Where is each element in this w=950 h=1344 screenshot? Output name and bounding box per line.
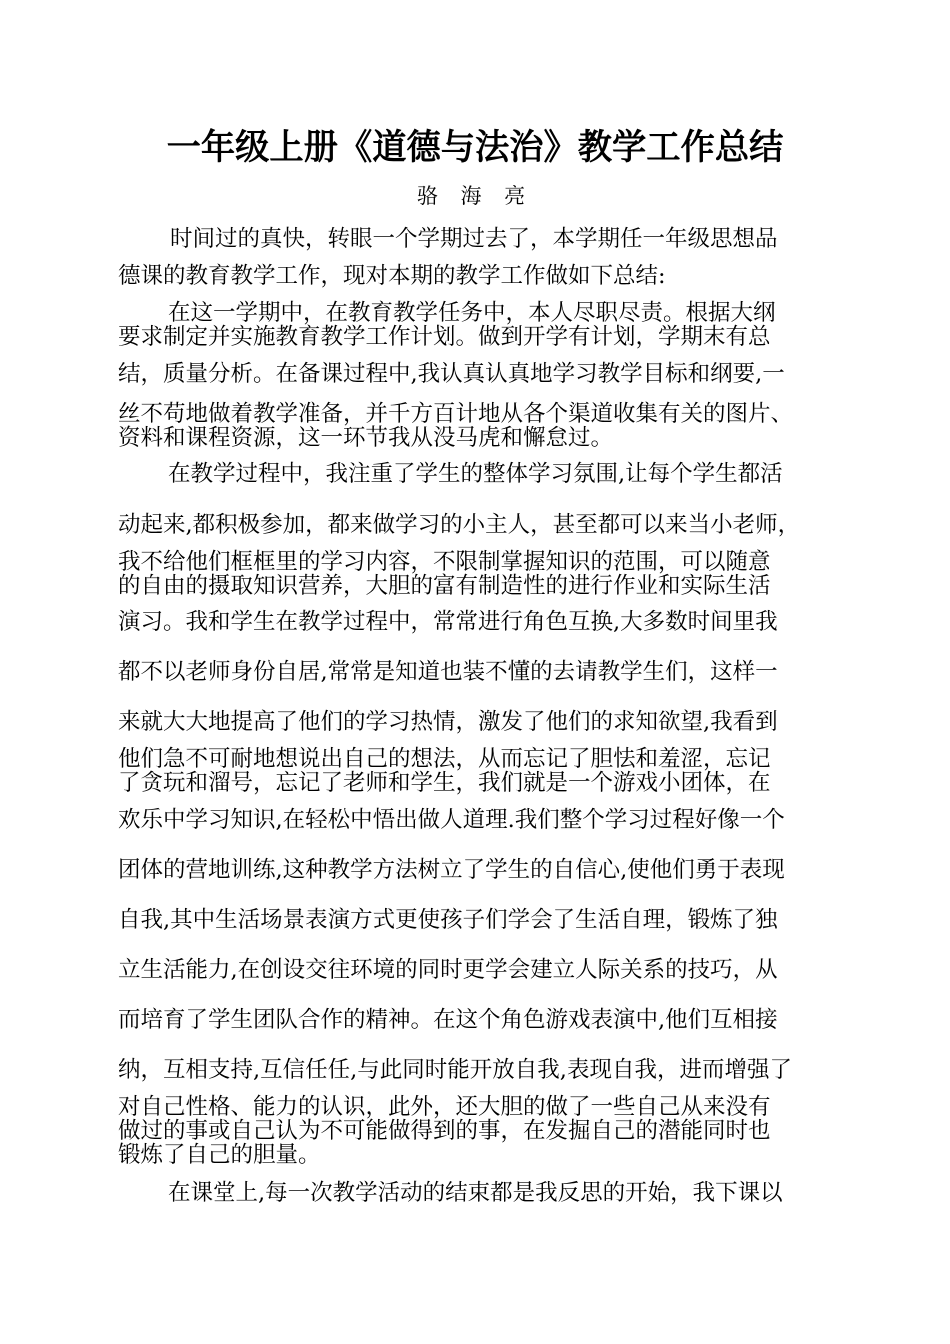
author-name: 骆 海 亮 xyxy=(416,184,534,208)
text-line: 欢乐中学习知识,在轻松中悟出做人道理.我们整个学习过程好像一个 xyxy=(118,807,785,833)
text-line: 做过的事或自己认为不可能做得到的事，在发掘自己的潜能同时也 xyxy=(118,1118,771,1144)
text-line: 自我,其中生活场景表演方式更使孩子们学会了生活自理，锻炼了独 xyxy=(118,907,778,933)
text-line: 纳，互相支持,互信任任,与此同时能开放自我,表现自我，进而增强了 xyxy=(118,1057,792,1083)
text-line: 了贪玩和溜号，忘记了老师和学生，我们就是一个游戏小团体，在 xyxy=(118,770,771,796)
text-line: 而培育了学生团队合作的精神。在这个角色游戏表演中,他们互相接 xyxy=(118,1007,778,1033)
text-line: 要求制定并实施教育教学工作计划。做到开学有计划，学期末有总 xyxy=(118,324,771,350)
text-line: 德课的教育教学工作，现对本期的教学工作做如下总结: xyxy=(118,263,666,289)
text-line: 都不以老师身份自居,常常是知道也装不懂的去请教学生们，这样一 xyxy=(118,659,778,685)
text-line: 对自己性格、能力的认识，此外，还大胆的做了一些自己从来没有 xyxy=(118,1094,771,1120)
text-line: 团体的营地训练,这种教学方法树立了学生的自信心,使他们勇于表现 xyxy=(118,857,785,883)
text-line: 时间过的真快，转眼一个学期过去了，本学期任一年级思想品 xyxy=(170,226,778,252)
text-line: 在这一学期中，在教育教学任务中，本人尽职尽责。根据大纲 xyxy=(168,300,776,326)
text-line: 动起来,都积极参加，都来做学习的小主人，甚至都可以来当小老师， xyxy=(118,512,801,538)
text-line: 锻炼了自己的胆量。 xyxy=(118,1142,321,1168)
text-line: 来就大大地提高了他们的学习热情，激发了他们的求知欲望,我看到 xyxy=(118,709,778,735)
text-line: 在课堂上,每一次教学活动的结束都是我反思的开始，我下课以 xyxy=(168,1180,783,1206)
text-line: 丝不苟地做着教学准备，并千方百计地从各个渠道收集有关的图片、 xyxy=(118,401,794,427)
text-line: 的自由的摄取知识营养，大胆的富有制造性的进行作业和实际生活 xyxy=(118,573,771,599)
text-line: 资料和课程资源，这一环节我从没马虎和懈怠过。 xyxy=(118,425,614,451)
text-line: 演习。我和学生在教学过程中，常常进行角色互换,大多数时间里我 xyxy=(118,609,778,635)
text-line: 在教学过程中，我注重了学生的整体学习氛围,让每个学生都活 xyxy=(168,461,783,487)
text-line: 结，质量分析。在备课过程中,我认真认真地学习教学目标和纲要,一 xyxy=(118,361,785,387)
text-line: 我不给他们框框里的学习内容，不限制掌握知识的范围，可以随意 xyxy=(118,549,771,575)
document-title: 一年级上册《道德与法治》教学工作总结 xyxy=(166,127,784,168)
text-line: 立生活能力,在创设交往环境的同时更学会建立人际关系的技巧，从 xyxy=(118,957,778,983)
text-line: 他们急不可耐地想说出自己的想法，从而忘记了胆怯和羞涩，忘记 xyxy=(118,746,771,772)
